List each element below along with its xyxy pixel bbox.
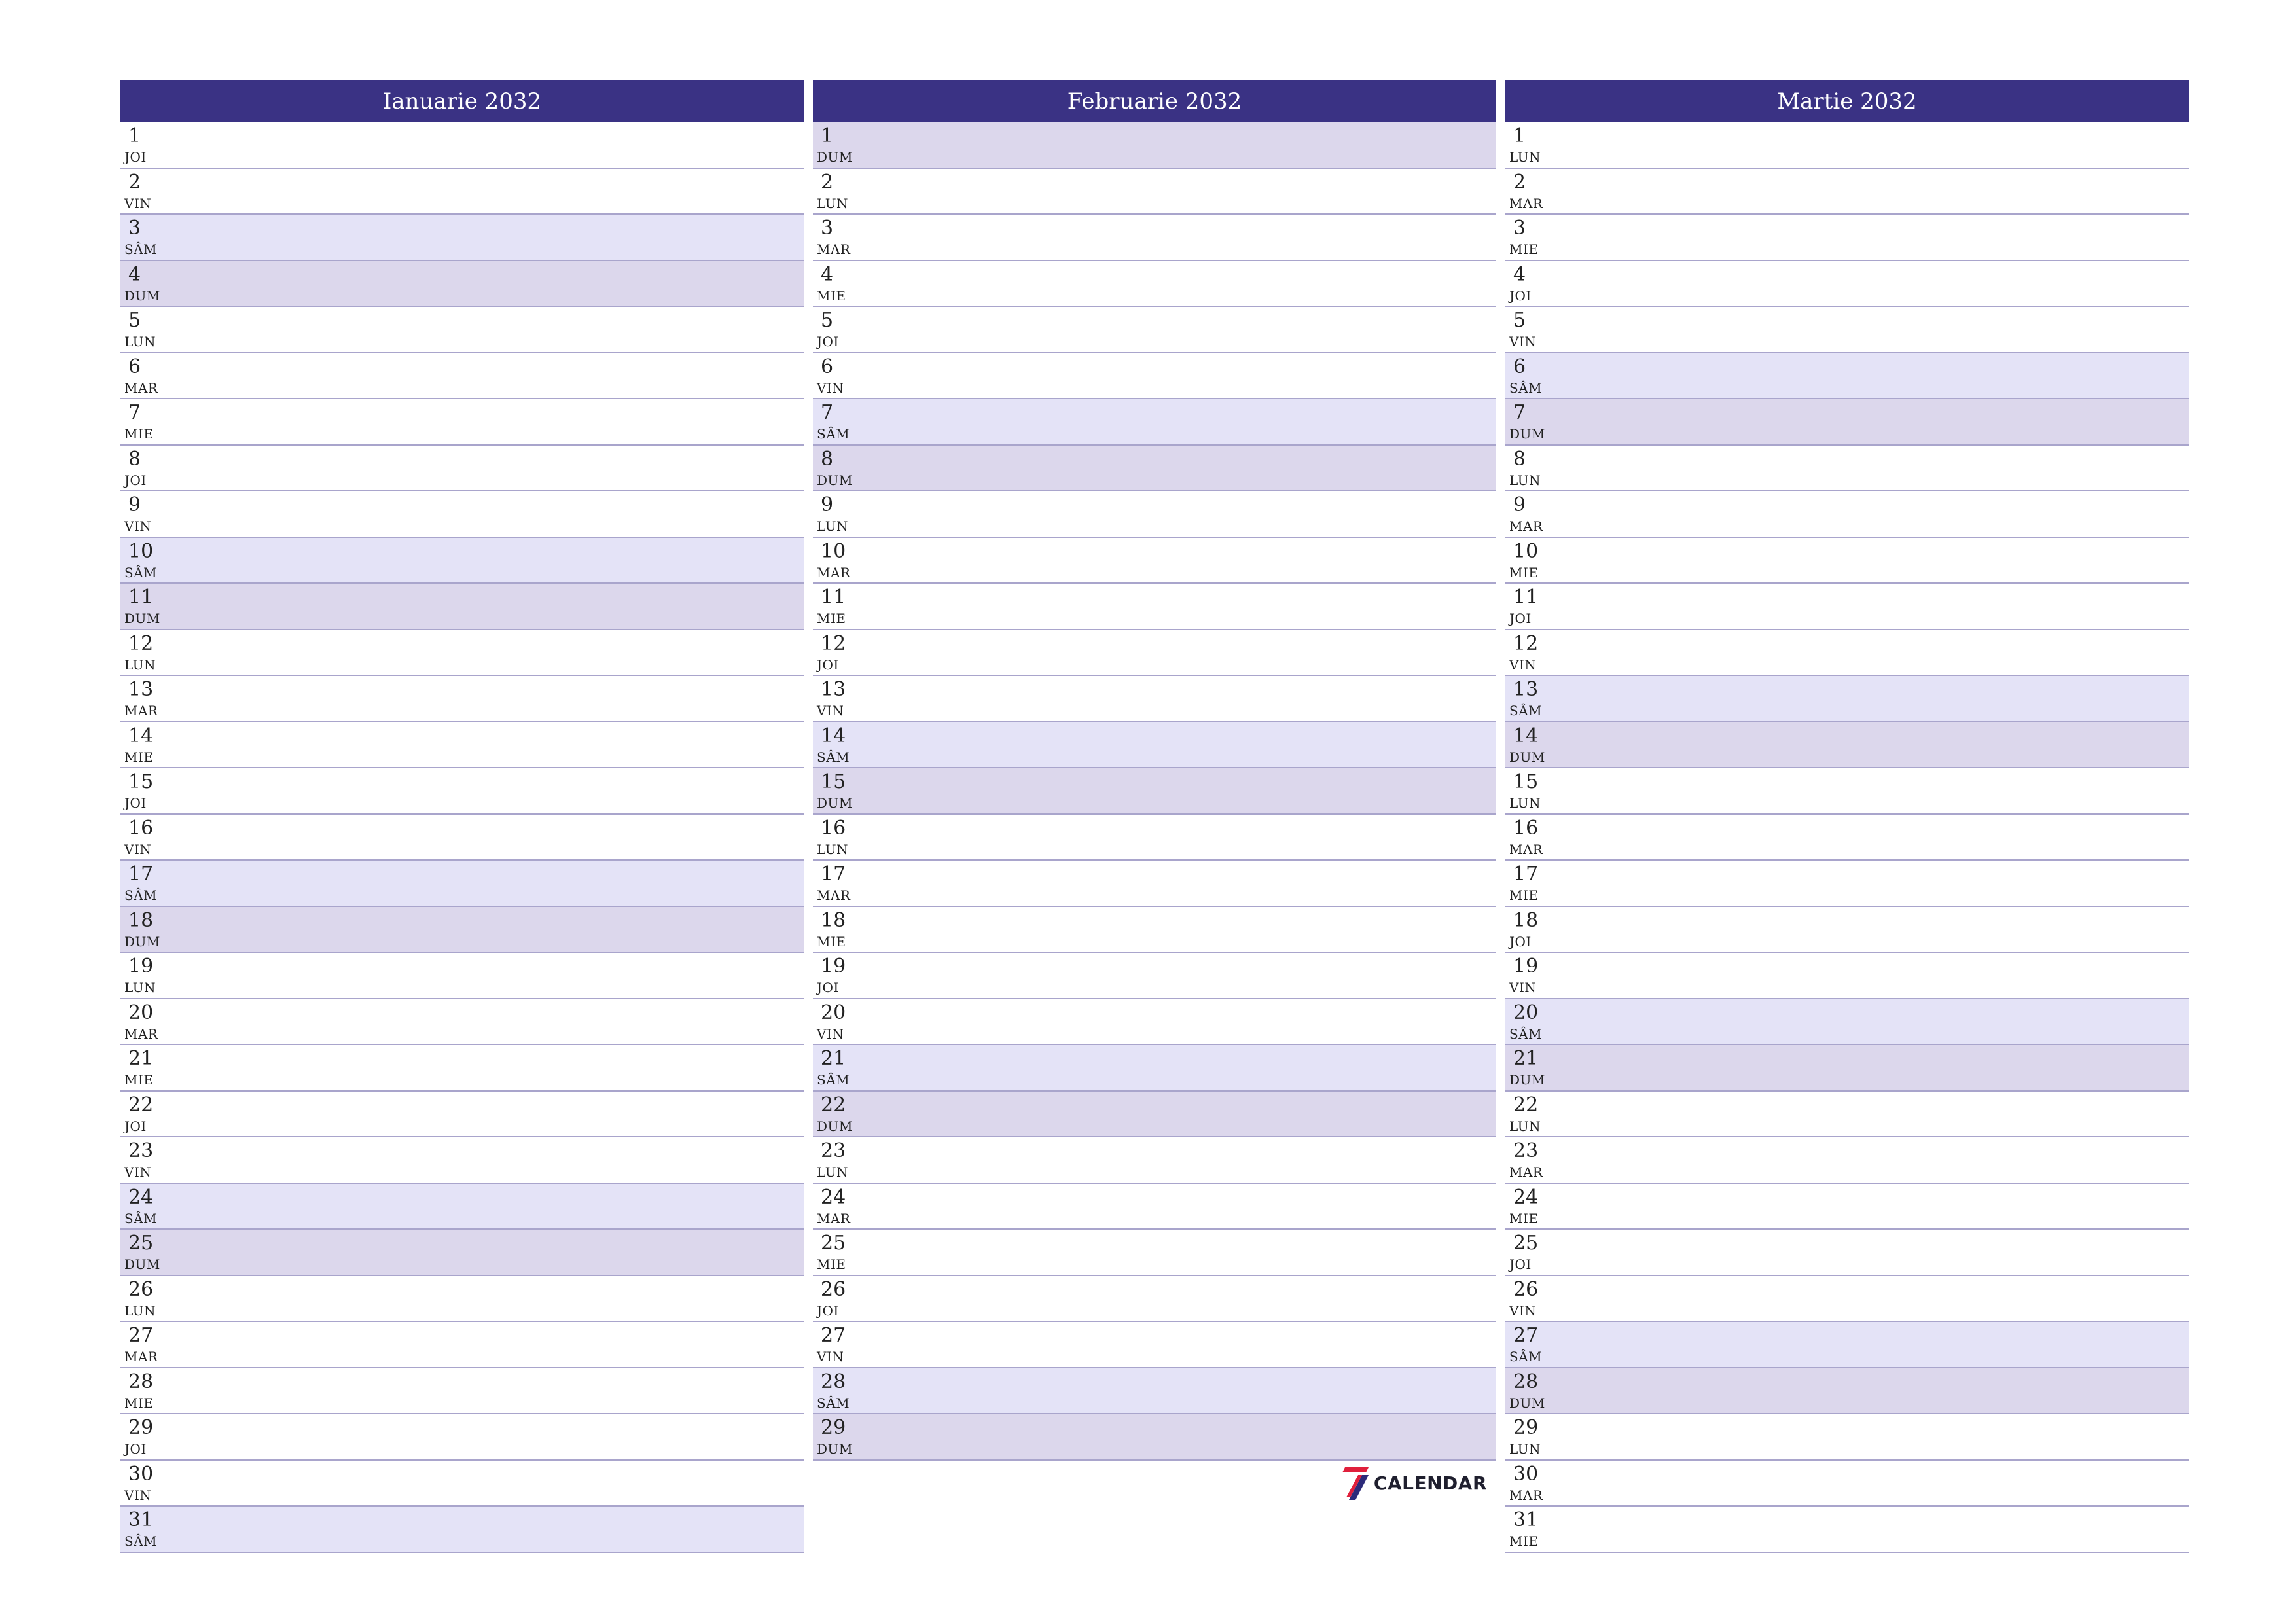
day-row-6[interactable]	[813, 353, 1496, 400]
day-row-7[interactable]	[120, 399, 804, 446]
day-row-9[interactable]	[813, 491, 1496, 538]
day-row-11[interactable]	[120, 584, 804, 630]
day-row-19[interactable]	[813, 953, 1496, 999]
day-name: JOI	[124, 795, 147, 811]
day-name: JOI	[124, 472, 147, 488]
day-number: 18	[1513, 908, 1539, 932]
month-header: Februarie 2032	[813, 80, 1496, 122]
day-name: MIE	[124, 426, 154, 442]
day-row-15[interactable]	[120, 768, 804, 815]
day-number: 26	[1513, 1277, 1539, 1301]
day-number: 29	[821, 1416, 846, 1439]
day-name: JOI	[1509, 287, 1532, 304]
day-row-25[interactable]	[813, 1230, 1496, 1276]
day-number: 10	[1513, 539, 1539, 563]
day-row-12[interactable]	[120, 630, 804, 677]
day-number: 18	[821, 908, 846, 932]
day-row-13[interactable]	[1505, 676, 2189, 722]
day-number: 29	[1513, 1416, 1539, 1439]
day-row-11[interactable]	[813, 584, 1496, 630]
day-number: 15	[1513, 770, 1539, 793]
day-row-10[interactable]	[1505, 538, 2189, 584]
day-name: LUN	[817, 1164, 849, 1180]
day-row-26[interactable]	[1505, 1276, 2189, 1323]
day-number: 11	[821, 586, 846, 609]
day-name: MIE	[1509, 1533, 1539, 1549]
day-name: DUM	[1509, 426, 1545, 442]
day-name: SÂM	[817, 1072, 850, 1088]
day-number: 26	[821, 1277, 846, 1301]
day-row-2[interactable]	[120, 169, 804, 215]
day-row-17[interactable]	[1505, 861, 2189, 907]
day-row-12[interactable]	[813, 630, 1496, 677]
three-month-calendar	[120, 80, 2190, 1553]
day-name: MAR	[124, 380, 158, 396]
day-name: JOI	[817, 656, 839, 673]
day-list	[1505, 122, 2189, 1553]
seven-logo-icon	[1342, 1466, 1370, 1501]
day-name: MIE	[1509, 1210, 1539, 1226]
day-row-19[interactable]	[120, 953, 804, 999]
day-name: JOI	[124, 149, 147, 165]
day-number: 14	[1513, 724, 1539, 747]
day-number: 19	[821, 955, 846, 978]
day-number: 8	[821, 447, 834, 471]
day-number: 20	[128, 1001, 154, 1024]
day-row-6[interactable]	[120, 353, 804, 400]
day-number: 19	[128, 955, 154, 978]
day-row-7[interactable]	[813, 399, 1496, 446]
day-row-2[interactable]	[1505, 169, 2189, 215]
day-name: SÂM	[1509, 380, 1543, 396]
day-name: MAR	[1509, 1164, 1543, 1180]
day-name: MIE	[817, 287, 846, 304]
month-header: Martie 2032	[1505, 80, 2189, 122]
day-row-18[interactable]	[120, 907, 804, 954]
day-number: 8	[1513, 447, 1526, 471]
day-row-9[interactable]	[1505, 491, 2189, 538]
day-number: 31	[128, 1508, 154, 1531]
day-name: DUM	[124, 1257, 160, 1272]
day-name: MAR	[1509, 1487, 1543, 1503]
day-row-15[interactable]	[813, 768, 1496, 815]
day-row-26[interactable]	[120, 1276, 804, 1323]
day-row-29[interactable]	[813, 1414, 1496, 1461]
day-number: 24	[128, 1185, 154, 1209]
day-name: DUM	[817, 149, 853, 165]
day-row-14[interactable]	[120, 722, 804, 769]
day-number: 16	[128, 816, 154, 840]
day-number: 3	[1513, 217, 1526, 240]
day-name: VIN	[1509, 1302, 1537, 1319]
calendar-logo	[1342, 1466, 1487, 1501]
day-row-12[interactable]	[1505, 630, 2189, 677]
day-name: JOI	[817, 334, 839, 349]
day-number: 4	[1513, 262, 1526, 286]
day-number: 9	[1513, 493, 1526, 516]
day-row-31[interactable]	[1505, 1507, 2189, 1553]
day-name: SÂM	[124, 1210, 158, 1226]
day-name: SÂM	[124, 1533, 158, 1549]
day-name: MIE	[817, 1257, 846, 1272]
day-name: LUN	[124, 980, 156, 995]
day-number: 27	[1513, 1324, 1539, 1347]
day-number: 28	[821, 1370, 846, 1393]
day-name: LUN	[817, 841, 849, 857]
day-name: DUM	[817, 472, 853, 488]
day-row-13[interactable]	[120, 676, 804, 722]
day-number: 11	[1513, 586, 1539, 609]
day-row-10[interactable]	[813, 538, 1496, 584]
day-number: 7	[1513, 401, 1526, 424]
day-row-24[interactable]	[813, 1184, 1496, 1230]
day-number: 5	[1513, 309, 1526, 332]
day-number: 13	[821, 678, 846, 701]
day-name: MAR	[1509, 195, 1543, 211]
day-name: MIE	[817, 611, 846, 626]
day-row-8[interactable]	[813, 446, 1496, 492]
day-name: SÂM	[1509, 703, 1543, 719]
day-number: 22	[128, 1093, 154, 1116]
day-name: JOI	[1509, 1257, 1532, 1272]
day-row-13[interactable]	[813, 676, 1496, 722]
day-number: 14	[821, 724, 846, 747]
day-name: DUM	[124, 933, 160, 950]
day-name: MIE	[1509, 887, 1539, 903]
day-number: 28	[1513, 1370, 1539, 1393]
day-name: MAR	[124, 1349, 158, 1364]
day-row-17[interactable]	[813, 861, 1496, 907]
day-number: 13	[128, 678, 154, 701]
day-number: 1	[1513, 124, 1526, 147]
day-row-8[interactable]	[120, 446, 804, 492]
day-number: 25	[128, 1232, 154, 1255]
day-name: MIE	[817, 933, 846, 950]
day-number: 6	[1513, 355, 1526, 378]
day-row-3[interactable]	[1505, 215, 2189, 261]
day-number: 24	[821, 1185, 846, 1209]
day-number: 4	[821, 262, 834, 286]
day-row-20[interactable]	[813, 999, 1496, 1046]
day-number: 17	[821, 863, 846, 885]
day-number: 5	[128, 309, 141, 332]
day-list	[813, 122, 1496, 1461]
day-name: SÂM	[1509, 1349, 1543, 1364]
day-row-23[interactable]	[813, 1137, 1496, 1184]
day-name: DUM	[817, 795, 853, 811]
day-name: MIE	[124, 749, 154, 765]
day-number: 21	[128, 1047, 154, 1070]
day-row-23[interactable]	[1505, 1137, 2189, 1184]
day-name: JOI	[124, 1441, 147, 1457]
day-name: VIN	[817, 380, 844, 396]
day-name: LUN	[124, 334, 156, 349]
day-name: MIE	[124, 1072, 154, 1088]
day-number: 12	[1513, 632, 1539, 655]
day-row-21[interactable]	[1505, 1045, 2189, 1092]
day-number: 16	[821, 816, 846, 840]
day-number: 5	[821, 309, 834, 332]
day-name: JOI	[817, 1302, 839, 1319]
day-row-14[interactable]	[1505, 722, 2189, 769]
day-row-20[interactable]	[1505, 999, 2189, 1046]
day-row-1[interactable]	[1505, 122, 2189, 169]
day-number: 10	[821, 539, 846, 563]
day-number: 10	[128, 539, 154, 563]
day-name: DUM	[1509, 749, 1545, 765]
day-number: 28	[128, 1370, 154, 1393]
day-row-29[interactable]	[1505, 1414, 2189, 1461]
day-row-31[interactable]	[120, 1507, 804, 1553]
day-row-27[interactable]	[1505, 1322, 2189, 1368]
day-row-2[interactable]	[813, 169, 1496, 215]
day-name: DUM	[817, 1118, 853, 1134]
day-row-25[interactable]	[120, 1230, 804, 1276]
day-row-21[interactable]	[813, 1045, 1496, 1092]
day-name: VIN	[124, 841, 152, 857]
day-row-4[interactable]	[813, 261, 1496, 308]
day-number: 3	[821, 217, 834, 240]
day-name: VIN	[124, 1164, 152, 1180]
day-row-30[interactable]	[120, 1461, 804, 1507]
day-number: 8	[128, 447, 141, 471]
day-name: MIE	[1509, 241, 1539, 257]
logo-text: CALENDAR	[1373, 1472, 1487, 1494]
day-number: 27	[821, 1324, 846, 1347]
day-name: MAR	[124, 703, 158, 719]
day-name: DUM	[1509, 1072, 1545, 1088]
day-name: DUM	[817, 1441, 853, 1457]
day-row-20[interactable]	[120, 999, 804, 1046]
day-row-1[interactable]	[813, 122, 1496, 169]
day-number: 9	[821, 493, 834, 516]
day-name: MAR	[817, 241, 851, 257]
day-name: SÂM	[1509, 1026, 1543, 1042]
day-number: 21	[1513, 1047, 1539, 1070]
day-row-24[interactable]	[120, 1184, 804, 1230]
month-column-3	[1505, 80, 2189, 1553]
day-row-5[interactable]	[120, 307, 804, 353]
day-name: VIN	[1509, 980, 1537, 995]
day-number: 25	[821, 1232, 846, 1255]
day-name: LUN	[817, 195, 849, 211]
day-number: 21	[821, 1047, 846, 1070]
day-number: 19	[1513, 955, 1539, 978]
day-number: 26	[128, 1277, 154, 1301]
day-number: 6	[821, 355, 834, 378]
day-row-4[interactable]	[1505, 261, 2189, 308]
day-row-28[interactable]	[813, 1368, 1496, 1415]
day-row-16[interactable]	[120, 815, 804, 861]
day-number: 30	[1513, 1462, 1539, 1486]
day-name: LUN	[1509, 1118, 1541, 1134]
day-row-19[interactable]	[1505, 953, 2189, 999]
month-header: Ianuarie 2032	[120, 80, 804, 122]
day-number: 17	[1513, 863, 1539, 885]
day-number: 1	[128, 124, 141, 147]
day-number: 23	[128, 1139, 154, 1162]
day-name: SÂM	[124, 887, 158, 903]
day-number: 4	[128, 262, 141, 286]
day-name: MAR	[1509, 518, 1543, 534]
day-number: 22	[1513, 1093, 1539, 1116]
day-name: VIN	[817, 1026, 844, 1042]
day-name: VIN	[817, 703, 844, 719]
day-row-14[interactable]	[813, 722, 1496, 769]
day-row-21[interactable]	[120, 1045, 804, 1092]
day-name: VIN	[124, 195, 152, 211]
day-number: 25	[1513, 1232, 1539, 1255]
day-number: 7	[821, 401, 834, 424]
day-number: 2	[128, 170, 141, 194]
day-row-25[interactable]	[1505, 1230, 2189, 1276]
day-number: 9	[128, 493, 141, 516]
day-row-3[interactable]	[813, 215, 1496, 261]
day-name: JOI	[1509, 611, 1532, 626]
day-row-1[interactable]	[120, 122, 804, 169]
day-row-8[interactable]	[1505, 446, 2189, 492]
day-row-5[interactable]	[1505, 307, 2189, 353]
day-row-5[interactable]	[813, 307, 1496, 353]
day-number: 27	[128, 1324, 154, 1347]
day-name: MAR	[124, 1026, 158, 1042]
day-row-6[interactable]	[1505, 353, 2189, 400]
day-name: JOI	[124, 1118, 147, 1134]
day-name: LUN	[1509, 472, 1541, 488]
day-row-18[interactable]	[1505, 907, 2189, 954]
day-name: SÂM	[124, 564, 158, 580]
day-number: 31	[1513, 1508, 1539, 1531]
day-row-26[interactable]	[813, 1276, 1496, 1323]
day-row-30[interactable]	[1505, 1461, 2189, 1507]
day-row-28[interactable]	[1505, 1368, 2189, 1415]
day-name: LUN	[1509, 1441, 1541, 1457]
day-name: SÂM	[817, 1395, 850, 1411]
day-row-29[interactable]	[120, 1414, 804, 1461]
day-name: LUN	[124, 1302, 156, 1319]
day-row-24[interactable]	[1505, 1184, 2189, 1230]
day-row-9[interactable]	[120, 491, 804, 538]
day-name: DUM	[124, 287, 160, 304]
day-number: 18	[128, 908, 154, 932]
day-name: VIN	[124, 518, 152, 534]
day-name: LUN	[1509, 795, 1541, 811]
day-row-10[interactable]	[120, 538, 804, 584]
day-number: 11	[128, 586, 154, 609]
month-column-1	[120, 80, 804, 1553]
day-list	[120, 122, 804, 1553]
day-number: 12	[821, 632, 846, 655]
day-number: 15	[128, 770, 154, 793]
day-row-16[interactable]	[813, 815, 1496, 861]
day-number: 1	[821, 124, 834, 147]
day-name: SÂM	[817, 426, 850, 442]
day-number: 29	[128, 1416, 154, 1439]
day-name: VIN	[124, 1487, 152, 1503]
day-row-27[interactable]	[120, 1322, 804, 1368]
day-name: MIE	[1509, 564, 1539, 580]
day-name: SÂM	[817, 749, 850, 765]
day-row-11[interactable]	[1505, 584, 2189, 630]
day-number: 14	[128, 724, 154, 747]
day-number: 3	[128, 217, 141, 240]
day-row-7[interactable]	[1505, 399, 2189, 446]
day-row-23[interactable]	[120, 1137, 804, 1184]
day-row-22[interactable]	[813, 1092, 1496, 1138]
day-number: 16	[1513, 816, 1539, 840]
day-number: 12	[128, 632, 154, 655]
day-name: LUN	[1509, 149, 1541, 165]
day-number: 20	[1513, 1001, 1539, 1024]
day-number: 13	[1513, 678, 1539, 701]
month-column-2	[813, 80, 1496, 1553]
day-number: 17	[128, 863, 154, 885]
day-number: 7	[128, 401, 141, 424]
day-name: DUM	[1509, 1395, 1545, 1411]
day-name: JOI	[817, 980, 839, 995]
day-number: 6	[128, 355, 141, 378]
day-row-22[interactable]	[1505, 1092, 2189, 1138]
day-number: 23	[821, 1139, 846, 1162]
day-number: 2	[821, 170, 834, 194]
day-name: MIE	[124, 1395, 154, 1411]
day-row-17[interactable]	[120, 861, 804, 907]
day-name: MAR	[817, 1210, 851, 1226]
day-name: JOI	[1509, 933, 1532, 950]
day-name: DUM	[124, 611, 160, 626]
day-number: 20	[821, 1001, 846, 1024]
day-row-15[interactable]	[1505, 768, 2189, 815]
day-row-28[interactable]	[120, 1368, 804, 1415]
day-name: VIN	[1509, 656, 1537, 673]
day-number: 30	[128, 1462, 154, 1486]
day-name: LUN	[817, 518, 849, 534]
day-number: 24	[1513, 1185, 1539, 1209]
day-row-27[interactable]	[813, 1322, 1496, 1368]
day-number: 2	[1513, 170, 1526, 194]
day-name: SÂM	[124, 241, 158, 257]
day-name: MAR	[817, 564, 851, 580]
day-name: VIN	[1509, 334, 1537, 349]
day-name: MAR	[817, 887, 851, 903]
day-row-16[interactable]	[1505, 815, 2189, 861]
day-row-22[interactable]	[120, 1092, 804, 1138]
day-name: LUN	[124, 656, 156, 673]
day-row-4[interactable]	[120, 261, 804, 308]
day-name: MAR	[1509, 841, 1543, 857]
day-number: 22	[821, 1093, 846, 1116]
day-name: VIN	[817, 1349, 844, 1364]
day-row-3[interactable]	[120, 215, 804, 261]
day-row-18[interactable]	[813, 907, 1496, 954]
day-number: 15	[821, 770, 846, 793]
day-number: 23	[1513, 1139, 1539, 1162]
